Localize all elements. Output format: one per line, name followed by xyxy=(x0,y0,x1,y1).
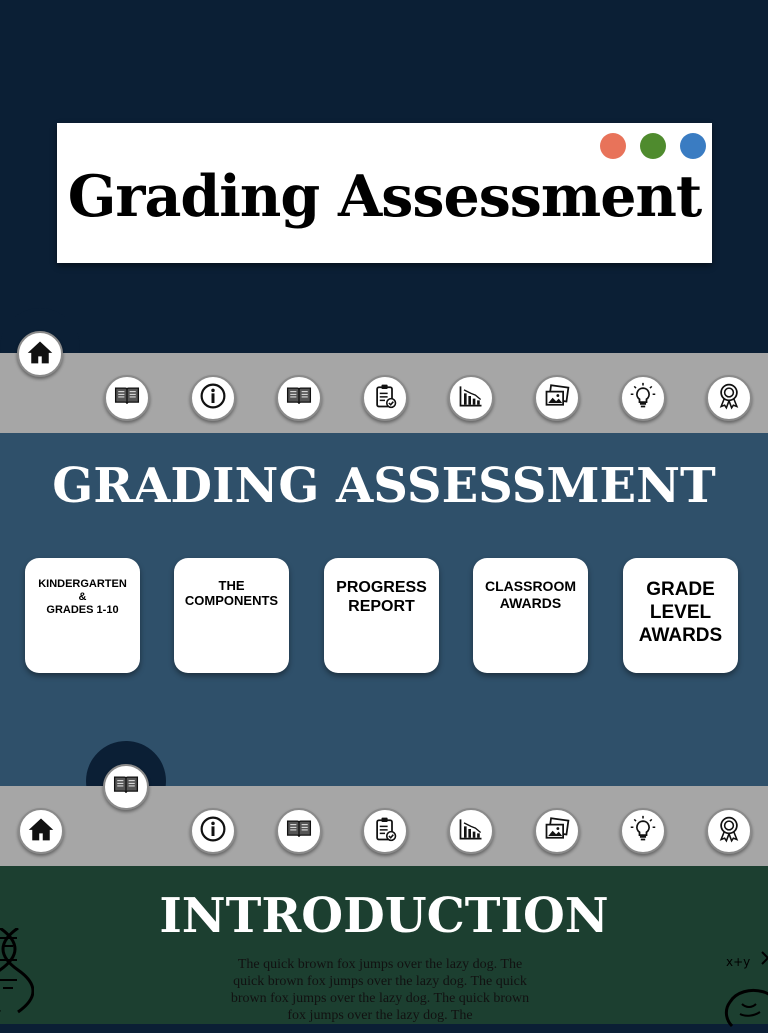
intro-title: INTRODUCTION xyxy=(159,888,609,944)
award-icon xyxy=(715,382,743,415)
orange-dot xyxy=(600,133,626,159)
nav-info-button[interactable] xyxy=(190,375,236,421)
book-icon xyxy=(112,771,140,804)
book-icon xyxy=(113,382,141,415)
nav-award-button[interactable] xyxy=(706,808,752,854)
nav-award-button[interactable] xyxy=(706,375,752,421)
nav-gallery-button[interactable] xyxy=(534,375,580,421)
home-icon xyxy=(27,815,55,848)
nav-info-button[interactable] xyxy=(190,808,236,854)
image-icon xyxy=(543,815,571,848)
nav-book-button[interactable] xyxy=(104,375,150,421)
info-icon xyxy=(199,382,227,415)
nav-home-button[interactable] xyxy=(17,331,63,377)
green-dot xyxy=(640,133,666,159)
clipboard-check-icon xyxy=(371,382,399,415)
nav-book-button-2[interactable] xyxy=(276,808,322,854)
nav-clipboard-button[interactable] xyxy=(362,375,408,421)
clipboard-check-icon xyxy=(371,815,399,848)
svg-text:x+y: x+y xyxy=(726,955,751,969)
intro-slide xyxy=(0,866,768,1024)
award-icon xyxy=(715,815,743,848)
nav-idea-button[interactable] xyxy=(620,375,666,421)
card-kindergarten[interactable]: KINDERGARTEN & GRADES 1-10 xyxy=(25,558,140,673)
page-title: Grading Assessment xyxy=(67,163,702,230)
info-icon xyxy=(199,815,227,848)
nav-idea-button[interactable] xyxy=(620,808,666,854)
bar-chart-icon xyxy=(457,815,485,848)
bar-chart-icon xyxy=(457,382,485,415)
blue-dot xyxy=(680,133,706,159)
lightbulb-icon xyxy=(629,815,657,848)
nav-book-button-2[interactable] xyxy=(276,375,322,421)
nav-chart-button[interactable] xyxy=(448,375,494,421)
brain-icon xyxy=(722,948,768,1033)
menu-title: GRADING ASSESSMENT xyxy=(52,458,716,514)
card-grade-level-awards[interactable]: GRADE LEVEL AWARDS xyxy=(623,558,738,673)
nav-chart-button[interactable] xyxy=(448,808,494,854)
nav-gallery-button[interactable] xyxy=(534,808,580,854)
image-icon xyxy=(543,382,571,415)
intro-body: The quick brown fox jumps over the lazy dog. The quick brown fox jumps over the lazy dog. The quick brown fox jumps over the lazy dog. The quick brown fox jumps over the lazy dog. The xyxy=(230,957,530,1023)
nav-clipboard-button[interactable] xyxy=(362,808,408,854)
book-icon xyxy=(285,815,313,848)
card-components[interactable]: THE COMPONENTS xyxy=(174,558,289,673)
home-icon xyxy=(26,338,54,371)
card-progress-report[interactable]: PROGRESS REPORT xyxy=(324,558,439,673)
nav-bar-top xyxy=(0,353,768,433)
book-icon xyxy=(285,382,313,415)
nav-home-button[interactable] xyxy=(18,808,64,854)
lightbulb-icon xyxy=(629,382,657,415)
nav-book-button[interactable] xyxy=(103,764,149,810)
menu-slide xyxy=(0,433,768,786)
card-classroom-awards[interactable]: CLASSROOM AWARDS xyxy=(473,558,588,673)
title-slide xyxy=(0,0,768,353)
title-card xyxy=(57,123,712,263)
